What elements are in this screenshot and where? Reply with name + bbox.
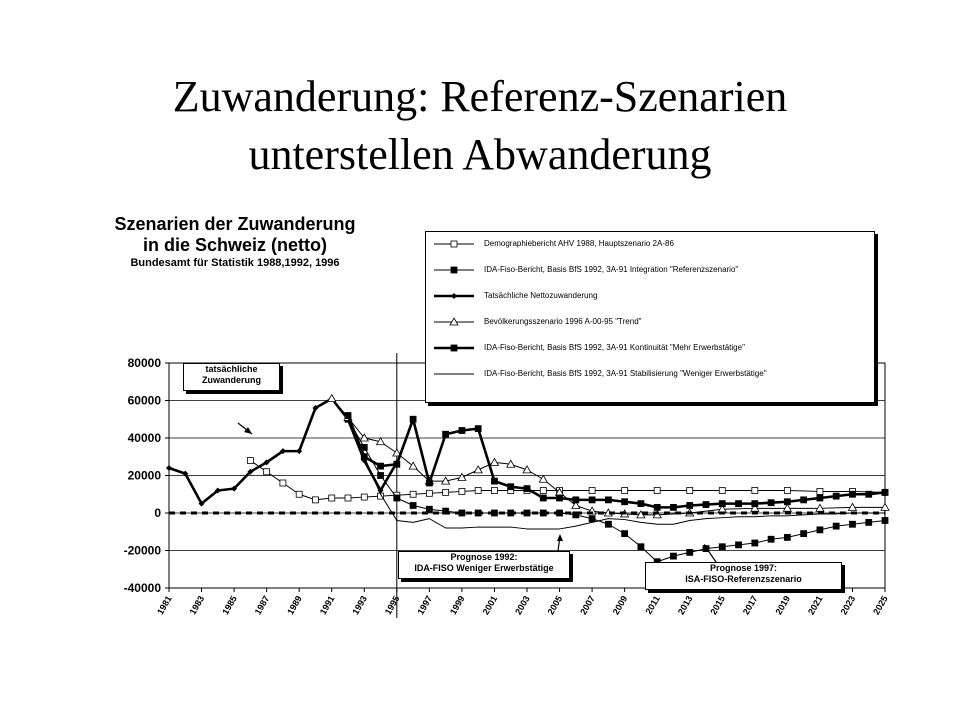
data-point	[882, 518, 888, 524]
x-tick-label: 2025	[871, 594, 890, 617]
data-point	[622, 499, 628, 505]
data-point	[443, 489, 449, 495]
data-point	[329, 495, 335, 501]
data-point	[589, 516, 595, 522]
data-point	[752, 501, 758, 507]
chart-title-line2: in die Schweiz (netto)	[142, 235, 327, 255]
data-point	[361, 494, 367, 500]
x-tick-label: 2017	[740, 594, 760, 617]
data-point	[410, 503, 416, 509]
data-point	[638, 544, 644, 550]
x-tick-label: 2011	[643, 594, 662, 616]
annotation-actual	[183, 363, 280, 391]
x-tick-label: 2019	[773, 594, 793, 617]
data-point	[540, 488, 546, 494]
x-tick-label: 2009	[610, 594, 630, 617]
series-line	[250, 461, 885, 500]
data-point	[866, 519, 872, 525]
data-point	[687, 503, 693, 509]
legend-symbol	[432, 239, 476, 249]
data-point	[589, 488, 595, 494]
data-point	[589, 497, 595, 503]
x-tick-label: 1995	[382, 594, 402, 617]
data-point	[817, 527, 823, 533]
data-point	[508, 484, 514, 490]
data-point	[451, 293, 457, 299]
data-point	[849, 521, 855, 527]
legend-symbol	[432, 343, 476, 353]
arrowhead-prognose-1992	[557, 534, 563, 541]
data-point	[866, 491, 872, 497]
data-point	[622, 531, 628, 537]
data-point	[801, 497, 807, 503]
legend-symbol	[432, 291, 476, 301]
legend-symbol	[432, 265, 476, 275]
x-tick-label: 2005	[545, 594, 565, 617]
data-point	[474, 466, 482, 473]
data-point	[654, 504, 660, 510]
chart-legend	[425, 231, 875, 403]
data-point	[719, 501, 725, 507]
data-point	[670, 504, 676, 510]
data-point	[451, 267, 457, 273]
data-point	[410, 416, 416, 422]
x-tick-label: 1987	[252, 594, 272, 617]
data-point	[410, 491, 416, 497]
x-tick-label: 2021	[805, 594, 825, 617]
data-point	[687, 488, 693, 494]
data-point	[817, 488, 823, 494]
x-tick-label: 2003	[513, 594, 532, 617]
legend-label: Tatsächliche Nettozuwanderung	[484, 291, 598, 300]
y-tick-label: 0	[154, 506, 161, 520]
data-point	[426, 506, 432, 512]
annotation-prognose-1992-line1: Prognose 1992:	[450, 552, 518, 562]
data-point	[409, 462, 417, 469]
annotation-prognose-1992-line2: IDA-FISO Weniger Erwerbstätige	[414, 563, 554, 573]
y-tick-label: 20000	[127, 468, 161, 483]
data-point	[491, 478, 497, 484]
data-point	[882, 489, 888, 495]
data-point	[768, 536, 774, 542]
series-0	[247, 458, 888, 503]
y-tick-label: -40000	[123, 581, 161, 595]
annotation-actual-line1: tatsächliche	[205, 364, 258, 374]
data-point	[540, 495, 546, 501]
data-point	[490, 458, 498, 465]
data-point	[394, 495, 400, 501]
data-point	[833, 493, 839, 499]
data-point	[426, 480, 432, 486]
x-tick-label: 2015	[708, 594, 728, 617]
data-point	[451, 345, 457, 351]
data-point	[280, 480, 286, 486]
data-point	[638, 501, 644, 507]
x-tick-label: 1993	[350, 594, 370, 617]
data-point	[451, 241, 457, 247]
series-2	[166, 396, 400, 507]
x-tick-label: 1985	[220, 594, 239, 617]
data-point	[458, 473, 466, 480]
data-point	[768, 500, 774, 506]
data-point	[475, 426, 481, 432]
data-point	[247, 458, 253, 464]
data-point	[703, 502, 709, 508]
data-point	[539, 475, 547, 482]
x-tick-label: 1991	[317, 594, 337, 617]
data-point	[459, 428, 465, 434]
data-point	[801, 531, 807, 537]
y-tick-label: 40000	[127, 431, 161, 445]
data-point	[687, 549, 693, 555]
data-point	[378, 463, 384, 469]
annotation-actual-line2: Zuwanderung	[202, 375, 261, 385]
x-tick-label: 2007	[578, 594, 597, 617]
data-point	[654, 488, 660, 494]
data-point	[312, 497, 318, 503]
legend-label: Bevölkerungsszenario 1996 A-00-95 "Trend"	[484, 317, 642, 326]
annotation-prognose-1997	[645, 562, 842, 590]
annotation-prognose-1992	[398, 551, 570, 579]
slide-title-line2: unterstellen Abwanderung	[248, 130, 712, 179]
data-point	[557, 495, 563, 501]
data-point	[784, 534, 790, 540]
slide-title-line1: Zuwanderung: Referenz-Szenarien	[172, 72, 788, 121]
data-point	[475, 488, 481, 494]
data-point	[328, 395, 336, 402]
data-point	[378, 473, 384, 479]
data-point	[573, 497, 579, 503]
data-point	[817, 495, 823, 501]
data-point	[736, 501, 742, 507]
x-tick-label: 2023	[838, 594, 858, 617]
data-point	[443, 431, 449, 437]
annotation-prognose-1997-line2: ISA-FISO-Referenzszenario	[685, 574, 802, 584]
data-point	[296, 491, 302, 497]
data-point	[345, 495, 351, 501]
x-tick-label: 2001	[480, 594, 500, 617]
data-point	[752, 488, 758, 494]
legend-symbol	[432, 369, 476, 379]
legend-label: IDA-Fiso-Bericht, Basis BfS 1992, 3A-91 Kontinuität "Mehr Erwerbstätige"	[484, 343, 745, 352]
data-point	[849, 491, 855, 497]
x-tick-label: 1997	[415, 594, 435, 617]
data-point	[426, 490, 432, 496]
data-point	[670, 553, 676, 559]
data-point	[752, 540, 758, 546]
data-point	[719, 544, 725, 550]
y-tick-label: -20000	[123, 543, 161, 558]
legend-symbol	[432, 317, 476, 327]
data-point	[622, 488, 628, 494]
data-point	[524, 486, 530, 492]
data-point	[784, 488, 790, 494]
data-point	[605, 521, 611, 527]
x-tick-label: 1983	[187, 594, 207, 617]
data-point	[719, 488, 725, 494]
data-point	[784, 499, 790, 505]
data-point	[491, 488, 497, 494]
legend-label: IDA-Fiso-Bericht, Basis BfS 1992, 3A-91 Integration "Referenzszenario"	[484, 265, 739, 274]
legend-label: Demographiebericht AHV 1988, Hauptszenario 2A-86	[484, 239, 674, 248]
legend-label: IDA-Fiso-Bericht, Basis BfS 1992, 3A-91 Stabilisierung "Weniger Erwerbstätige"	[484, 369, 767, 378]
x-tick-label: 2013	[675, 594, 695, 617]
x-tick-label: 1989	[285, 594, 304, 617]
y-tick-label: 60000	[127, 393, 161, 408]
chart-title: Szenarien der Zuwanderung	[114, 214, 356, 234]
y-tick-label: 80000	[127, 356, 161, 370]
data-point	[459, 488, 465, 494]
data-point	[736, 542, 742, 548]
data-point	[394, 461, 400, 467]
data-point	[605, 497, 611, 503]
data-point	[264, 469, 270, 475]
x-tick-label: 1999	[447, 594, 467, 617]
annotation-prognose-1997-line1: Prognose 1997:	[709, 563, 778, 573]
chart-subtitle: Bundesamt für Statistik 1988,1992, 1996	[130, 257, 340, 269]
data-point	[833, 523, 839, 529]
x-tick-label: 1981	[155, 594, 174, 617]
